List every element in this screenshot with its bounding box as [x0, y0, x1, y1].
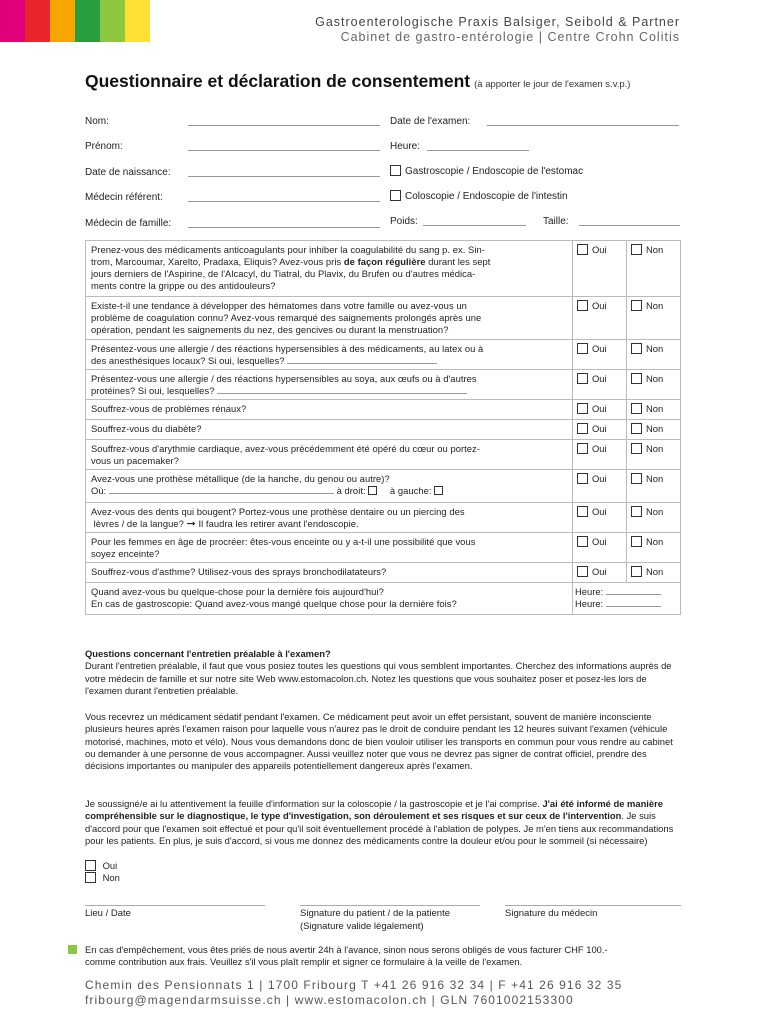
medical-questions-table — [85, 240, 681, 615]
medecin-signature-line[interactable] — [505, 905, 681, 906]
answer-non[interactable]: Non — [627, 470, 681, 503]
answer-non[interactable]: Non — [627, 370, 681, 400]
nom-label: Nom: — [85, 116, 109, 127]
non-checkbox[interactable] — [631, 244, 642, 255]
gauche-checkbox[interactable] — [434, 486, 443, 495]
prenom-label: Prénom: — [85, 141, 123, 152]
nom-field[interactable] — [188, 116, 380, 129]
answer-non[interactable]: Non — [627, 241, 681, 297]
answer-non[interactable]: Non — [627, 400, 681, 420]
answer-oui[interactable]: Oui — [573, 297, 627, 340]
brand-bar-orange — [50, 0, 75, 42]
question-row — [86, 400, 681, 420]
brand-bar-lightgreen — [100, 0, 125, 42]
consent-oui-option[interactable]: Oui — [85, 860, 685, 872]
answer-non[interactable]: Non — [627, 340, 681, 370]
medecin-referent-label: Médecin référent: — [85, 192, 163, 203]
practice-header — [315, 15, 680, 45]
brand-bar-magenta — [0, 0, 25, 42]
gastroscopie-label: Gastroscopie / Endoscopie de l'estomac — [405, 166, 584, 177]
non-checkbox[interactable] — [631, 473, 642, 484]
naissance-label: Date de naissance: — [85, 167, 171, 178]
answer-oui[interactable]: Oui — [573, 470, 627, 503]
question-diabete: Souffrez-vous du diabète? — [86, 420, 573, 440]
question-row — [86, 370, 681, 400]
non-checkbox[interactable] — [631, 443, 642, 454]
non-checkbox[interactable] — [631, 300, 642, 311]
title-main: Questionnaire et déclaration de consentement — [85, 71, 471, 91]
naissance-field[interactable] — [188, 167, 380, 180]
footer-web: fribourg@magendarmsuisse.ch | www.estomacolon.ch | GLN 7601002153300 — [85, 993, 574, 1007]
oui-checkbox[interactable] — [577, 536, 588, 547]
prenom-field[interactable] — [188, 141, 380, 154]
practice-subtitle: Cabinet de gastro-entérologie | Centre Crohn Colitis — [340, 30, 680, 44]
consent-non-option[interactable]: Non — [85, 872, 685, 884]
answer-non[interactable]: Non — [627, 440, 681, 470]
notice-bullet-icon — [68, 945, 77, 954]
taille-field[interactable] — [579, 216, 680, 229]
answer-oui[interactable]: Oui — [573, 563, 627, 583]
oui-checkbox[interactable] — [577, 343, 588, 354]
oui-checkbox[interactable] — [577, 373, 588, 384]
info-paragraph-2: Vous recevrez un médicament sédatif pendant l'examen. Ce médicament peut avoir un effet persistant, souvent de manière inconsciente plusieurs heures après l'examen raison pour laquelle vous n'aurez pas le droit de conduire pendant les 12 heures suivant l'examen (véhicule motorisé, machines, moto et vélo). Nous vous demandons donc de bien vouloir utiliser les transports en commun pour vous rendre au cabinet ou demander à une personne de vous accompagner. Aussi veuillez noter que vous ne devrez pas signer de contrat officiel, prendre des décisions importantes ou manipuler des appareils potentiellement dangereux après l'examen. — [85, 711, 673, 772]
coloscopie-label: Coloscopie / Endoscopie de l'intestin — [405, 191, 568, 202]
brand-color-bars — [0, 0, 150, 42]
page-title — [85, 71, 630, 92]
lieu-date-line[interactable] — [85, 905, 265, 906]
patient-signature-label: Signature du patient / de la patiente (Signature valide légalement) — [300, 908, 451, 932]
gastroscopie-option[interactable] — [390, 165, 583, 177]
oui-checkbox[interactable] — [577, 566, 588, 577]
info-section — [85, 648, 685, 697]
question-anticoagulants: Prenez-vous des médicaments anticoagulants pour inhiber la coagulabilité du sang p. ex. Sin- trom, Marcoumar, Xarelto, Pradaxa, Eliquis? Avez-vous pris de façon régulière durant les sept jours derniers de l'Aspirine, de l'Alcacyl, du Tiatral, du Plavix, du Brufen ou d'autres médica- ments contre la grippe ou des antidouleurs? — [86, 241, 573, 297]
answer-oui[interactable]: Oui — [573, 241, 627, 297]
answer-oui[interactable]: Oui — [573, 533, 627, 563]
taille-label: Taille: — [543, 216, 569, 227]
oui-checkbox[interactable] — [577, 473, 588, 484]
non-checkbox[interactable] — [631, 373, 642, 384]
heure-label: Heure: — [390, 141, 421, 152]
question-row — [86, 563, 681, 583]
info-paragraph-1: Durant l'entretien préalable, il faut que vous posiez toutes les questions qui vous semblent importantes. Cherchez des informations auprès de votre médecin de famille et sur notre site Web www.estomacolon.ch. Notez les questions que vous souhaitez poser et posez-les lors de l'examen durant l'entretien préalable. — [85, 660, 672, 696]
consent-oui-checkbox[interactable] — [85, 860, 96, 871]
droit-checkbox[interactable] — [368, 486, 377, 495]
question-allergie-soya: Présentez-vous une allergie / des réactions hypersensibles au soya, aux œufs ou à d'autres protéines? Si oui, lesquelles? — [86, 370, 573, 400]
poids-label: Poids: — [390, 216, 418, 227]
answer-oui[interactable]: Oui — [573, 440, 627, 470]
oui-checkbox[interactable] — [577, 244, 588, 255]
consent-paragraph: Je soussigné/e ai lu attentivement la feuille d'information sur la coloscopie / la gastroscopie et je l'ai comprise. J'ai été informé de manière compréhensible sur le diagnostique, le type d'investigation, son déroulement et ses risques et sur ceux de l'intervention. Je suis d'accord pour que l'examen soit effectué et pour qu'il soit éventuellement procédé à l'ablation de polypes. Je m'en tiens aux recommandations pour les patients. En plus, je suis d'accord, si vous me donnez des médicaments contre la douleur et/ou pour le sommeil (si nécessaire) — [85, 798, 674, 846]
question-row — [86, 420, 681, 440]
arrow-right-icon: ➞ — [186, 518, 196, 530]
oui-checkbox[interactable] — [577, 506, 588, 517]
heure-field[interactable] — [427, 141, 529, 154]
medecin-famille-label: Médecin de famille: — [85, 218, 172, 229]
footer-address: Chemin des Pensionnats 1 | 1700 Fribourg T +41 26 916 32 34 | F +41 26 916 32 35 — [85, 978, 623, 992]
question-row — [86, 503, 681, 533]
answer-non[interactable]: Non — [627, 297, 681, 340]
non-checkbox[interactable] — [631, 343, 642, 354]
notice-text: En cas d'empêchement, vous êtes priés de nous avertir 24h à l'avance, sinon nous serons obligés de vous facturer CHF 100.- comme contribution aux frais. Veuillez s'il vous plaît remplir et signer ce formulaire à la veille de l'examen. — [85, 944, 608, 968]
date-examen-field[interactable] — [487, 116, 679, 129]
question-arythmie: Souffrez-vous d'arythmie cardiaque, avez-vous précédemment été opéré du cœur ou portez- vous un pacemaker? — [86, 440, 573, 470]
question-hematomes: Existe-t-il une tendance à développer des hématomes dans votre famille ou avez-vous un problème de coagulation connu? Avez-vous remarqué des saignements prolongés après une opération, pendant les saignements du nez, des gencives ou durant la menstruation? — [86, 297, 573, 340]
question-dernier-repas: Quand avez-vous bu quelque-chose pour la dernière fois aujourd'hui? En cas de gastroscopie: Quand avez-vous mangé quelque chose pour la dernière fois? — [86, 583, 573, 615]
heure-fields[interactable]: Heure: Heure: — [573, 583, 681, 615]
info-heading: Questions concernant l'entretien préalable à l'examen? — [85, 648, 331, 659]
date-examen-label: Date de l'examen: — [390, 116, 471, 127]
question-grossesse: Pour les femmes en âge de procréer: êtes-vous enceinte ou y a-t-il une possibilité que vous soyez enceinte? — [86, 533, 573, 563]
question-row — [86, 297, 681, 340]
non-checkbox[interactable] — [631, 423, 642, 434]
answer-oui[interactable]: Oui — [573, 370, 627, 400]
gastroscopie-checkbox[interactable] — [390, 165, 401, 176]
answer-non[interactable]: Non — [627, 533, 681, 563]
question-row — [86, 440, 681, 470]
coloscopie-option[interactable] — [390, 190, 568, 202]
oui-checkbox[interactable] — [577, 423, 588, 434]
lieu-date-label: Lieu / Date — [85, 908, 131, 919]
non-checkbox[interactable] — [631, 566, 642, 577]
question-asthme: Souffrez-vous d'asthme? Utilisez-vous des sprays bronchodilatateurs? — [86, 563, 573, 583]
answer-non[interactable]: Non — [627, 563, 681, 583]
brand-bar-yellow — [125, 0, 150, 42]
poids-field[interactable] — [423, 216, 526, 229]
title-note: (à apporter le jour de l'examen s.v.p.) — [474, 79, 631, 90]
non-checkbox[interactable] — [631, 403, 642, 414]
question-row — [86, 470, 681, 503]
brand-bar-red — [25, 0, 50, 42]
answer-oui[interactable]: Oui — [573, 420, 627, 440]
oui-checkbox[interactable] — [577, 300, 588, 311]
non-checkbox[interactable] — [631, 536, 642, 547]
answer-non[interactable]: Non — [627, 503, 681, 533]
question-row — [86, 533, 681, 563]
consent-non-checkbox[interactable] — [85, 872, 96, 883]
oui-checkbox[interactable] — [577, 403, 588, 414]
question-prothese: Avez-vous une prothèse métallique (de la hanche, du genou ou autre)? Où: à droit: à gauche: — [86, 470, 573, 503]
non-checkbox[interactable] — [631, 506, 642, 517]
question-reins: Souffrez-vous de problèmes rénaux? — [86, 400, 573, 420]
brand-bar-green — [75, 0, 100, 42]
coloscopie-checkbox[interactable] — [390, 190, 401, 201]
practice-name: Gastroenterologische Praxis Balsiger, Seibold & Partner — [315, 15, 680, 29]
answer-oui[interactable]: Oui — [573, 340, 627, 370]
patient-signature-line[interactable] — [300, 905, 480, 906]
answer-non[interactable]: Non — [627, 420, 681, 440]
question-row — [86, 340, 681, 370]
oui-checkbox[interactable] — [577, 443, 588, 454]
answer-oui[interactable]: Oui — [573, 503, 627, 533]
question-row — [86, 583, 681, 615]
footer-contact — [85, 978, 622, 1008]
consent-options — [85, 860, 685, 885]
medecin-signature-label: Signature du médecin — [505, 908, 598, 919]
answer-oui[interactable]: Oui — [573, 400, 627, 420]
question-dents: Avez-vous des dents qui bougent? Portez-vous une prothèse dentaire ou un piercing des lèvres / de la langue? ➞ Il faudra les retirer avant l'endoscopie. — [86, 503, 573, 533]
question-allergie-medicaments: Présentez-vous une allergie / des réactions hypersensibles à des médicaments, au latex ou à des anesthésiques locaux? Si oui, lesquelles? — [86, 340, 573, 370]
medecin-famille-field[interactable] — [188, 218, 380, 231]
medecin-referent-field[interactable] — [188, 192, 380, 205]
question-row — [86, 241, 681, 297]
